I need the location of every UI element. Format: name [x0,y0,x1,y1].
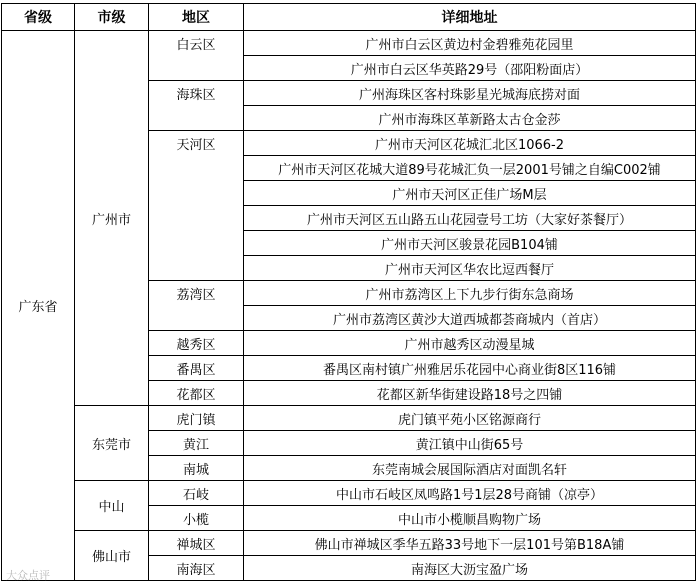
city-cell: 中山 [75,481,149,531]
address-cell: 虎门镇平苑小区铭源商行 [244,406,696,431]
address-table [1,3,696,581]
header-address: 详细地址 [244,4,696,31]
district-cell: 虎门镇 [149,406,244,431]
address-cell: 花都区新华街建设路18号之四铺 [244,381,696,406]
district-cell: 黄江 [149,431,244,456]
address-cell: 东莞南城会展国际酒店对面凯名轩 [244,456,696,481]
district-cell: 番禺区 [149,356,244,381]
district-cell: 禅城区 [149,531,244,556]
address-cell: 广州市荔湾区黄沙大道西城都荟商城内（首店） [244,306,696,331]
address-cell: 广州海珠区客村珠影星光城海底捞对面 [244,81,696,106]
district-cell: 海珠区 [149,81,244,131]
address-cell: 广州市天河区正佳广场M层 [244,181,696,206]
district-cell: 南城 [149,456,244,481]
address-cell: 广州市白云区华英路29号（邵阳粉面店） [244,56,696,81]
address-cell: 广州市天河区花城大道89号花城汇负一层2001号铺之自编C002铺 [244,156,696,181]
province-cell: 广东省 [2,31,75,581]
address-cell: 中山市石岐区凤鸣路1号1层28号商铺（凉亭） [244,481,696,506]
table-row [2,406,696,431]
district-cell: 天河区 [149,131,244,281]
city-cell: 佛山市 [75,531,149,581]
city-cell: 东莞市 [75,406,149,481]
table-body [2,31,696,581]
header-city: 市级 [75,4,149,31]
district-cell: 南海区 [149,556,244,581]
table-row [2,481,696,506]
district-cell: 荔湾区 [149,281,244,331]
address-cell: 广州市天河区五山路五山花园壹号工坊（大家好茶餐厅） [244,206,696,231]
address-cell: 佛山市禅城区季华五路33号地下一层101号第B18A铺 [244,531,696,556]
header-row [2,4,696,31]
header-province: 省级 [2,4,75,31]
address-cell: 广州市越秀区动漫星城 [244,331,696,356]
table-row [2,531,696,556]
district-cell: 越秀区 [149,331,244,356]
address-cell: 南海区大沥宝盈广场 [244,556,696,581]
district-cell: 石岐 [149,481,244,506]
header-district: 地区 [149,4,244,31]
city-cell: 广州市 [75,31,149,406]
address-cell: 广州市白云区黄边村金碧雅苑花园里 [244,31,696,56]
district-cell: 花都区 [149,381,244,406]
address-cell: 中山市小榄顺昌购物广场 [244,506,696,531]
address-cell: 广州市海珠区革新路太古仓金莎 [244,106,696,131]
address-cell: 广州市荔湾区上下九步行街东急商场 [244,281,696,306]
address-cell: 广州市天河区骏景花园B104铺 [244,231,696,256]
district-cell: 白云区 [149,31,244,81]
table-row [2,31,696,56]
address-cell: 番禺区南村镇广州雅居乐花园中心商业街8区116铺 [244,356,696,381]
watermark: 大众点评 [6,569,50,582]
address-cell: 黄江镇中山街65号 [244,431,696,456]
district-cell: 小榄 [149,506,244,531]
address-cell: 广州市天河区华农比逗西餐厅 [244,256,696,281]
address-cell: 广州市天河区花城汇北区1066-2 [244,131,696,156]
